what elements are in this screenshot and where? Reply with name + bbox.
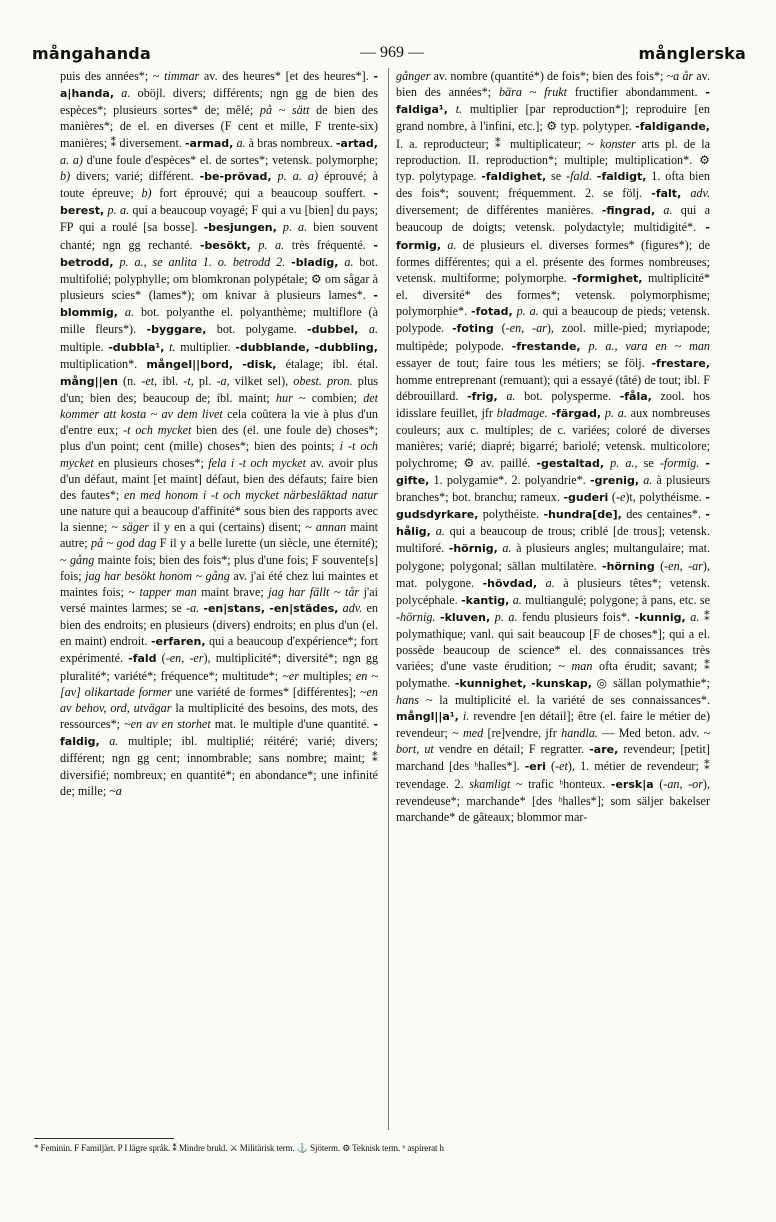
headword: -ersk|a — [610, 777, 654, 791]
entry-text: multiangulé; polygone; à pans, etc. se — [521, 592, 710, 607]
headword: -betrodd, — [60, 238, 378, 269]
entry-text: annan — [315, 520, 347, 535]
entry-text: cela coûtera la vie à plus d'un d'entre eux; — [60, 407, 378, 438]
headword: -kantig, — [461, 593, 510, 607]
entry-text — [448, 102, 456, 116]
entry-text: man — [571, 659, 593, 674]
entry-text: la multiplicité des besoins, des mots, des ressources*; — [60, 700, 379, 732]
entry-text: skamligt ~ — [469, 776, 523, 791]
entry-text: bot. polyanthe el. polyanthème; multiflore (à mille fleurs*). — [60, 305, 378, 337]
headword: -eri — [524, 760, 546, 774]
headword: -faldigt, — [596, 169, 647, 183]
entry-text: handla. — [561, 726, 598, 741]
headword: -besjungen, — [203, 221, 277, 235]
headword: -formighet, — [572, 271, 643, 285]
entry-text: qui a beaucoup de pieds; vetensk. polypode. — [396, 304, 711, 336]
headword: -bladig, — [291, 255, 339, 269]
entry-text: -t, — [183, 373, 194, 388]
left-guide-word: mångahanda — [32, 44, 151, 63]
entry-text: -fald. — [566, 168, 592, 183]
entry-text: bladmage. — [496, 406, 548, 421]
entry-text: -a. — [186, 601, 200, 615]
entry-text: -hörnig. — [396, 610, 436, 624]
entry-text: polythéiste. — [478, 507, 544, 522]
entry-text: )t, polythéisme. — [625, 489, 706, 504]
entry-text — [681, 186, 690, 200]
headword: -kunskap, — [531, 676, 592, 690]
entry-text: de plusieurs el. diverses formes* (figures*); de formes différentes; qui a el. présente des formes nombreuses; vetensk. multiforme; polymorphe. — [396, 237, 710, 285]
entry-text: tapper man — [139, 584, 197, 599]
entry-text: ), zool. mille-pied; myriapode; multipède; polypode. — [396, 321, 711, 353]
entry-text: p. a., — [610, 455, 638, 470]
entry-text: t. — [169, 339, 176, 354]
entry-text: p. a. — [258, 237, 285, 252]
entry-text: fendu plusieurs fois*. — [517, 610, 635, 624]
entry-text: multiplication*. — [60, 356, 147, 371]
entry-text: en ~ [av] olikartade former — [60, 668, 379, 699]
entry-text: -a, — [216, 373, 230, 388]
entry-text: des centaines*. — [621, 507, 706, 522]
entry-text: i -t och mycket — [60, 439, 379, 470]
entry-text: a. — [643, 472, 653, 487]
headword: -faldig, — [60, 718, 379, 749]
entry-text: -et — [555, 759, 568, 774]
entry-text: en plusieurs choses*; — [93, 455, 209, 470]
entry-text: av. avoir plus d'un défaut, maint [et maint] défaut, bien des défauts; faire bien des fautes*; — [60, 455, 378, 502]
entry-text: multiplicité* el. diversité* des formes*; vetensk. polymorphisme; polymorphie*. — [396, 270, 710, 319]
entry-text: ( — [156, 651, 166, 666]
entry-text: ), revendeuse*; marchande* [des ʰhalles*]; som säljer bakelser marchande* de gâteaux; blommor mar- — [396, 776, 710, 824]
entry-text: multiple. — [60, 339, 109, 354]
entry-text: konster — [600, 136, 636, 151]
entry-text: a. — [109, 734, 119, 749]
entry-text: av. bien des années*; — [396, 69, 711, 100]
headword: -foting — [452, 322, 494, 336]
entry-text: 1. ofta bien des fois*; souvent; fréquemment. 2. se följ. — [396, 168, 710, 201]
entry-text: -formig. — [659, 455, 700, 470]
headword: -erfaren, — [150, 635, 206, 649]
footnote-rule — [34, 1138, 174, 1139]
entry-text: plus d'un; bien des; beaucoup de; ibl. maint; — [60, 373, 378, 405]
entry-text: [re]vendre, jfr — [483, 726, 562, 741]
entry-text: revendeur; [petit] marchand [des ʰhalles*]. — [396, 742, 710, 774]
entry-text: a. — [368, 322, 378, 337]
entry-text: ), 1. métier de revendeur; ⁑ revendage. 2. — [396, 759, 711, 791]
entry-text: av. nombre (quantité*) de fois*; bien des fois*; — [430, 69, 667, 83]
entry-text: ofta érudit; savant; ⁑ polymathe. — [396, 659, 711, 690]
entry-text: a. a) — [60, 152, 83, 167]
entry-text: à plusieurs angles; multangulaire; mat. polygone; polygonal; sällan multilatère. — [396, 541, 710, 573]
headword: -dubbla¹, — [108, 340, 165, 354]
entry-text: ( — [608, 489, 616, 504]
entry-text: une nature qui a beaucoup d'affinité* sous bien des rapports avec la sienne; ~ — [60, 504, 378, 535]
entry-text: à plusieurs têtes*; vetensk. polycéphale. — [396, 575, 710, 607]
entry-text: multiples; — [298, 668, 356, 683]
entry-text: a. — [121, 86, 131, 101]
entry-text: revendre [en détail]; être (el. faire le métier de) revendeur; ~ — [396, 708, 710, 741]
headword: -hörning — [602, 559, 655, 573]
headword: -faldiga¹, — [396, 86, 710, 117]
entry-text: en bien des endroits; en plusieurs (divers) endroits; en plus d'un (el. en maint) endroit. — [60, 601, 378, 649]
headword: -dubblande, — [235, 340, 310, 354]
entry-text: -an, -or — [663, 776, 703, 791]
entry-text: ibl. — [157, 373, 184, 388]
entry-text: d'une foule d'espèces* el. de sortes*; vetensk. polymorphe; — [82, 152, 378, 167]
entry-text: se — [637, 455, 660, 470]
entry-text: jag har besökt honom ~ gång — [85, 568, 230, 583]
headword: -hundra[de], — [543, 508, 622, 522]
entry-text: p. a. — [494, 610, 518, 624]
entry-text: se — [546, 168, 567, 183]
entry-text: diversement; de différentes manières. — [396, 203, 602, 218]
entry-text: fela i -t och mycket — [208, 455, 306, 470]
entry-text — [100, 734, 110, 748]
column-divider — [388, 68, 389, 1130]
entry-text: -en, -ar — [664, 558, 703, 573]
headword: -en|städes, — [269, 602, 339, 615]
headword: -guderi — [563, 490, 609, 504]
entry-text: a. — [545, 575, 555, 590]
entry-text: säger — [122, 520, 150, 535]
entry-text: -en, -er — [165, 651, 204, 666]
entry-text: bot. polysperme. — [515, 388, 620, 403]
entry-text: b) — [141, 186, 152, 201]
entry-text: ~a — [109, 783, 122, 798]
headword: -faldigande, — [635, 120, 710, 134]
headword: -frig, — [467, 389, 498, 403]
entry-text: multiple; ibl. multiplié; réitéré; varié; divers; différent; ngn gg cent; innombrable; sans nombre; maint; ⁑ diversifié; nombreux; en quantité*; en abondance*; une infinité de; mille; — [60, 734, 378, 798]
headword: -gestaltad, — [536, 456, 605, 470]
entry-text: multiplier. — [175, 339, 236, 354]
entry-text: ~en av behov, ord, utvägar — [60, 684, 378, 715]
entry-text: gång — [69, 552, 95, 567]
entry-text: a. — [447, 237, 457, 252]
right-guide-word: månglerska — [638, 44, 746, 63]
entry-text: aux nombreuses couleurs; aux c. multiples; de c. variées; coloré de diverses manières; varié; diapré; bigarré; bariolé; vetensk. multicolore; polychrome; ⚙ av. paillé. — [396, 406, 710, 470]
entry-text: a. — [690, 610, 700, 624]
entry-text: multiplier [par reproduction*]; reproduire [en grand nombre, à l'infini, etc.]; ⚙ typ. polytyper. — [396, 102, 710, 134]
headword: mång||en — [60, 374, 118, 388]
entry-text: trafic ʰhonteux. — [522, 776, 611, 791]
entry-text: a. — [506, 388, 516, 403]
headword: -gifte, — [396, 456, 710, 487]
entry-text: på ~ god dag — [91, 536, 157, 551]
entry-text: la multiplicité el. la variété de ses connaissances*. — [432, 692, 710, 707]
entry-text: pl. — [193, 373, 217, 388]
entry-text: ~en av en storhet — [124, 717, 211, 732]
headword: mångl||a¹, — [396, 709, 459, 723]
running-header — [28, 44, 750, 66]
entry-text: jag har fällt ~ tår — [268, 584, 360, 599]
entry-text: det kommer att kosta ~ av dem livet — [60, 390, 379, 422]
headword: -frestande, — [511, 339, 581, 353]
entry-text: bära ~ frukt — [498, 85, 568, 100]
headword: -en|stans, — [203, 602, 266, 615]
entry-text: -en, -ar — [505, 321, 547, 336]
entry-text: homme entreprenant (remuant); qui a essayé (tâté) de tout; ibl. F débrouillard. — [396, 372, 710, 403]
entry-text: éprouvé; à toute épreuve; — [60, 168, 378, 201]
entry-text: p. a. — [516, 304, 539, 319]
entry-text — [233, 357, 242, 371]
headword: -hålig, — [396, 508, 710, 539]
headword: -are, — [589, 743, 619, 757]
entry-text: ( — [654, 558, 665, 573]
entry-text: j'ai versé maintes larmes; se — [60, 584, 379, 615]
entry-text: I. a. reproducteur; ⁑ multiplicateur; ~ — [396, 136, 600, 151]
right-column-text — [396, 68, 710, 825]
entry-text: à bras nombreux. — [245, 135, 336, 150]
entry-text: qui a beaucoup d'expérience*; fort expérimenté. — [60, 634, 378, 666]
entry-text: p. a. — [282, 220, 308, 235]
entry-text: a. — [344, 254, 354, 269]
entry-text: ), mat. polygone. — [396, 558, 710, 590]
headword: -byggare, — [146, 323, 207, 337]
entry-text: a. — [502, 541, 512, 556]
headword: -hövdad, — [482, 576, 538, 590]
headword: -disk, — [242, 357, 277, 371]
entry-text: qui a beaucoup de trous; criblé [de trous]; vetensk. multiforé. — [396, 524, 710, 556]
entry-text: a. — [512, 592, 522, 607]
entry-text: bort, ut — [396, 742, 434, 757]
entry-text: med — [463, 726, 484, 741]
entry-text: mat. le multiple d'une quantité. — [210, 717, 374, 732]
headword: -fotad, — [471, 305, 513, 319]
entry-text: maint brave; — [196, 584, 269, 599]
headword: mångel||bord, — [146, 357, 234, 371]
headword: -berest, — [60, 187, 378, 218]
entry-text: mainte fois; bien des fois*; plus d'une fois; F souvente[s] fois; — [60, 552, 378, 583]
headword: -gudsdyrkare, — [396, 490, 710, 522]
headword: -fåla, — [619, 389, 652, 403]
entry-text: obest. pron. — [293, 373, 353, 388]
entry-text: (n. — [117, 373, 142, 388]
entry-text: maint autre; — [60, 520, 378, 551]
entry-text: bot. polygame. — [206, 322, 308, 337]
entry-text: divers; varié; différent. — [70, 168, 200, 183]
entry-text: arts pl. de la reproduction. II. reproduction*; multiple; multiplication*. ⚙ typ. polytypage. — [396, 136, 710, 183]
entry-text: fructifier abondamment. — [567, 85, 706, 100]
headword: -dubbling, — [314, 340, 378, 354]
headword: -frestare, — [651, 356, 710, 370]
headword: -blommig, — [60, 289, 378, 320]
entry-text — [537, 576, 546, 590]
entry-text: ~er — [282, 668, 299, 683]
entry-text: qui a beaucoup voyagé; F qui a vu [bien] du pays; FP qui a roulé [sa bosse]. — [60, 203, 378, 235]
entry-text — [118, 305, 125, 319]
entry-text: av. j'ai été chez lui maintes et maintes fois; ~ — [60, 568, 379, 599]
entry-text: hans ~ — [396, 692, 433, 707]
entry-text: 1. polygamie*. 2. polyandrie*. — [429, 472, 591, 487]
entry-text: bien des (el. une foule de) choses*; plus d'un point; cent (mille) choses*; bien des points; — [60, 423, 379, 454]
left-column — [60, 68, 378, 799]
page-number: — 969 — — [360, 44, 424, 61]
entry-text: gånger — [396, 69, 431, 83]
entry-text: adv. — [690, 186, 710, 201]
entry-text: av. des heures* [et des heures*]. — [199, 69, 374, 83]
left-column-text — [60, 68, 378, 799]
headword: -fingrad, — [601, 204, 656, 218]
entry-text: -et, — [141, 373, 158, 388]
headword: -besökt, — [199, 238, 251, 252]
entry-text: ( — [545, 759, 556, 774]
headword: -kunnig, — [634, 611, 686, 624]
entry-text: ( — [653, 776, 664, 791]
headword: -hörnig, — [448, 542, 498, 556]
entry-text: zool. hos idisslare feuillet, jfr — [396, 388, 710, 421]
entry-text: à plusieurs branches*; bot. branchu; rameux. — [396, 472, 710, 504]
entry-text: ⁑ polymathique; vanl. qui sait beaucoup [F de choses*]; qui a el. possède beaucoup de science* el. des connaissances très variées; d'une vaste érudition; ~ — [396, 610, 710, 674]
entry-text: i. — [462, 708, 470, 723]
headword: -fald — [128, 652, 157, 666]
entry-text: en med honom i -t och mycket närbesläktad natur — [124, 487, 379, 502]
entry-text: bot. multifolié; polyphylle; om blomkronan polypétale; ⚙ om sågar à plusieurs scies* (lames*); om knivar à plusieurs lames*. — [60, 254, 378, 303]
entry-text: qui a beaucoup de doigts; vetensk. polydactyle; multidigité*. — [396, 203, 710, 235]
entry-text: fort éprouvé; qui a beaucoup souffert. — [151, 186, 374, 201]
entry-text: p. a., se anlita 1. o. betrodd 2. — [119, 254, 286, 269]
entry-text: -t och mycket — [123, 423, 192, 438]
entry-text: a. — [435, 524, 445, 539]
entry-text: vilket sel), — [229, 373, 294, 388]
entry-text: p. a., vara en ~ man — [588, 338, 710, 353]
entry-text: essayer de tout; faire tous les métiers; se följ. — [396, 355, 652, 370]
entry-text: a. — [236, 135, 246, 150]
entry-text: a. — [124, 305, 135, 320]
entry-text: vendre en détail; F regratter. — [433, 742, 590, 757]
headword: -dubbel, — [307, 323, 359, 337]
entry-text: p. a. — [604, 406, 627, 421]
headword: -färgad, — [551, 407, 602, 421]
entry-text: bien souvent chanté; ngn gg rechanté. — [60, 220, 378, 252]
headword: -kunnighet, — [454, 676, 527, 690]
headword: -artad, — [335, 136, 378, 150]
entry-text: -e — [615, 489, 626, 504]
entry-text: a. — [663, 203, 673, 218]
entry-text: une variété de formes* [différentes]; — [171, 684, 360, 699]
entry-text: puis des années*; ~ — [60, 69, 165, 83]
entry-text: t. — [455, 102, 463, 117]
headword: -be-prövad, — [199, 169, 272, 183]
headword: -a|handa, — [60, 70, 379, 101]
entry-text: ( — [493, 321, 506, 336]
entry-text: étalage; ibl. étal. — [276, 356, 378, 371]
entry-text: très fréquenté. — [284, 237, 374, 252]
entry-text: p. a. — [107, 203, 130, 218]
entry-text — [358, 322, 368, 336]
entry-text: ), multiplicité*; diversité*; ngn gg pluralité*; variété*; fréquence*; multitude*; — [60, 651, 379, 683]
entry-text: adv. — [342, 601, 363, 615]
entry-text: combien; — [305, 390, 364, 405]
entry-text: — Med beton. adv. ~ — [597, 726, 711, 741]
entry-text: p. a. a) — [277, 168, 319, 183]
entry-text: de bien des manières*; de el. en diverses (F cent et mille, F trente-six) manières; ⁑ diversement. — [60, 103, 378, 150]
entry-text: il y en a qui (certains) disent; ~ — [149, 520, 316, 535]
entry-text: b) — [60, 168, 71, 183]
headword: -faldighet, — [481, 169, 547, 183]
entry-text: ~a år — [666, 69, 694, 83]
entry-text: F il y a belle lurette (un siècle, une éternité); ~ — [60, 536, 378, 567]
entry-text: på ~ sätt — [259, 103, 310, 118]
headword: -armad, — [184, 136, 234, 150]
headword: -falt, — [651, 187, 682, 201]
headword: -kluven, — [440, 611, 491, 624]
footnote-legend: * Feminin. F Familjärt. P I lägre språk. ⁑ Mindre brukl. ⚔ Militärisk term. ⚓ Sjöterm. ⚙ Teknisk term. ʰ aspirerat h — [34, 1143, 444, 1153]
headword: -grenig, — [590, 473, 639, 487]
entry-text: timmar — [164, 69, 200, 83]
headword: -formig, — [396, 221, 710, 252]
entry-text: oböjl. divers; différents; ngn gg de bien des espèces*; plusieurs sortes* de; mêlé; — [60, 86, 378, 118]
right-column — [396, 68, 710, 825]
entry-text: hur ~ — [275, 390, 306, 405]
entry-text: ◎ sällan polymathie*; — [591, 675, 710, 690]
